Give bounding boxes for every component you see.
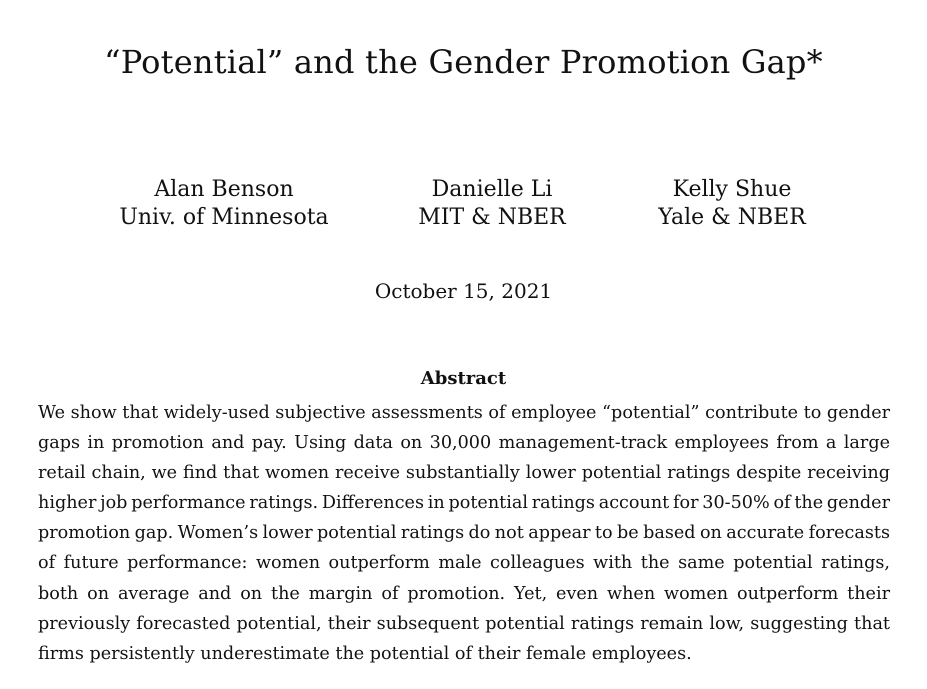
- abstract-heading: Abstract: [420, 368, 507, 389]
- author-name: Alan Benson: [154, 177, 294, 202]
- author-name: Danielle Li: [431, 177, 553, 202]
- author-3: [640, 176, 824, 232]
- abstract-line: previously forecasted potential, their subsequent potential ratings remain low, suggesting that: [38, 613, 890, 634]
- paper-title: “Potential” and the Gender Promotion Gap*: [104, 43, 823, 81]
- abstract-line: higher job performance ratings. Differences in potential ratings account for 30-50% of the gender: [38, 493, 890, 514]
- author-name: Kelly Shue: [672, 177, 792, 202]
- paper-date: October 15, 2021: [374, 279, 553, 303]
- abstract-line: both on average and on the margin of promotion. Yet, even when women outperform their: [38, 583, 890, 604]
- abstract-line: We show that widely-used subjective assessments of employee “potential” contribute to gender: [38, 403, 891, 423]
- author-affiliation: Univ. of Minnesota: [119, 205, 329, 230]
- author-1: [112, 176, 336, 232]
- abstract-line: firms persistently underestimate the potential of their female employees.: [38, 643, 692, 664]
- author-affiliation: MIT & NBER: [418, 205, 566, 230]
- abstract-line: promotion gap. Women’s lower potential ratings do not appear to be based on accurate forecasts: [38, 523, 890, 544]
- abstract-body: [38, 398, 890, 669]
- author-affiliation: Yale & NBER: [658, 205, 806, 230]
- abstract-line: of future performance: women outperform male colleagues with the same potential ratings,: [38, 553, 890, 574]
- abstract-line: gaps in promotion and pay. Using data on 30,000 management-track employees from a large: [38, 433, 890, 454]
- abstract-line: retail chain, we find that women receive substantially lower potential ratings despite receiving: [38, 463, 890, 484]
- author-2: [392, 176, 592, 232]
- author-block: [0, 176, 927, 246]
